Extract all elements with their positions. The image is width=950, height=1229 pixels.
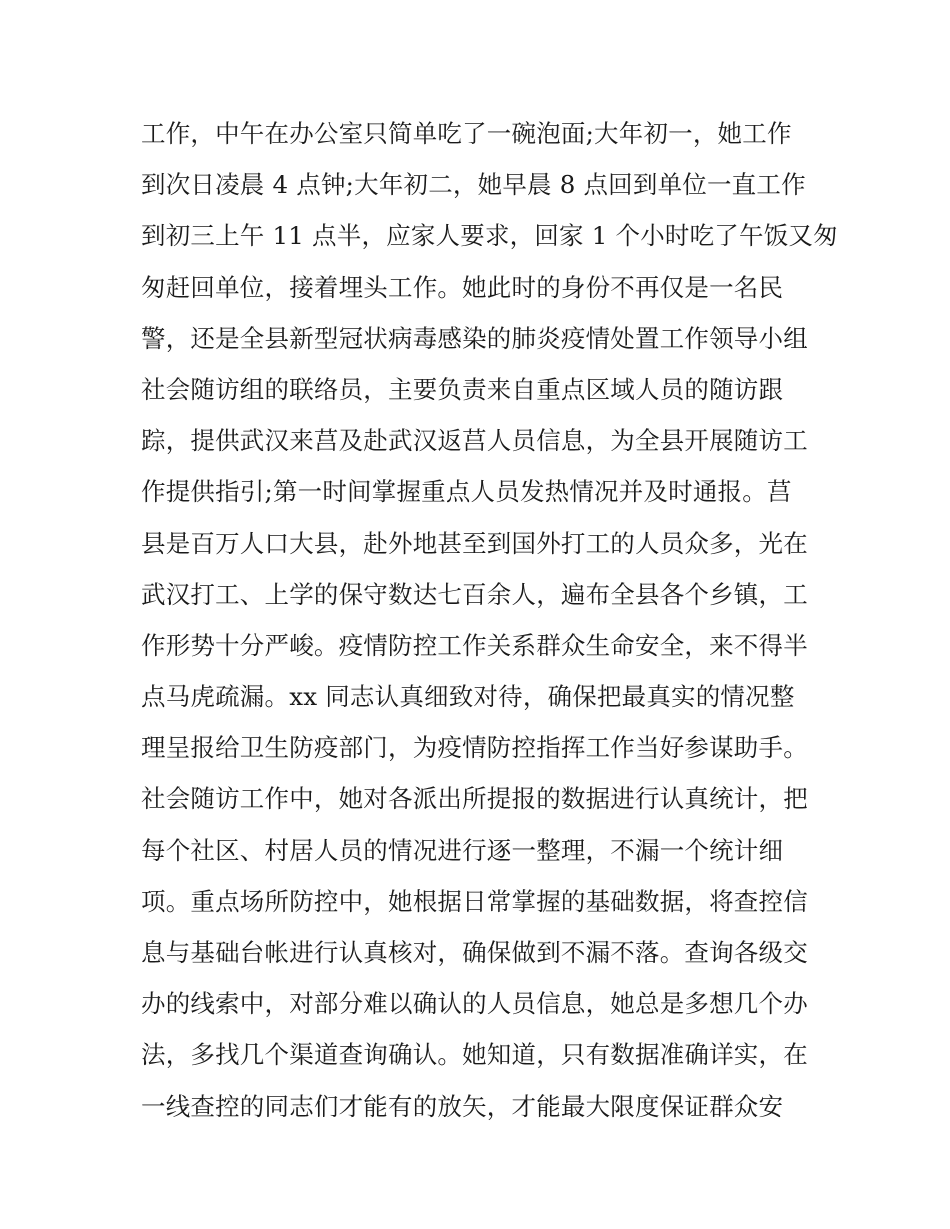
body-paragraph [141, 108, 838, 1132]
text-line-9: 县是百万人口大县，赴外地甚至到国外打工的人员众多，光在 [141, 528, 808, 558]
text-line-17: 息与基础台帐进行认真核对，确保做到不漏不落。查询各级交 [141, 938, 808, 967]
text-line-2: 到次日凌晨 4 点钟;大年初二，她早晨 8 点回到单位一直工作 [141, 170, 806, 200]
text-line-3: 到初三上午 11 点半，应家人要求，回家 1 个小时吃了午饭又匆 [141, 221, 838, 251]
text-line-20: 一线查控的同志们才能有的放矢，才能最大限度保证群众安 [141, 1091, 784, 1121]
text-line-7: 踪，提供武汉来莒及赴武汉返莒人员信息，为全县开展随访工 [141, 426, 808, 456]
text-line-19: 法，多找几个渠道查询确认。她知道，只有数据准确详实，在 [141, 1040, 808, 1070]
text-line-11: 作形势十分严峻。疫情防控工作关系群众生命安全，来不得半 [141, 630, 808, 660]
text-line-15: 每个社区、村居人员的情况进行逐一整理，不漏一个统计细 [141, 835, 784, 865]
text-line-6: 社会随访组的联络员，主要负责来自重点区域人员的随访跟 [141, 374, 784, 404]
text-line-1: 工作，中午在办公室只简单吃了一碗泡面;大年初一，她工作 [141, 119, 792, 148]
text-line-10: 武汉打工、上学的保守数达七百余人，遍布全县各个乡镇，工 [141, 579, 808, 609]
text-line-18: 办的线索中，对部分难以确认的人员信息，她总是多想几个办 [141, 989, 808, 1019]
text-line-5: 警，还是全县新型冠状病毒感染的肺炎疫情处置工作领导小组 [141, 323, 808, 353]
text-line-16: 项。重点场所防控中，她根据日常掌握的基础数据，将查控信 [141, 886, 808, 916]
text-line-4: 匆赶回单位，接着埋头工作。她此时的身份不再仅是一名民 [141, 272, 784, 302]
text-line-12: 点马虎疏漏。xx 同志认真细致对待，确保把最真实的情况整 [141, 682, 795, 712]
text-line-8: 作提供指引;第一时间掌握重点人员发热情况并及时通报。莒 [141, 477, 792, 507]
text-line-14: 社会随访工作中，她对各派出所提报的数据进行认真统计，把 [141, 784, 808, 814]
text-line-13: 理呈报给卫生防疫部门，为疫情防控指挥工作当好参谋助手。 [141, 733, 808, 763]
